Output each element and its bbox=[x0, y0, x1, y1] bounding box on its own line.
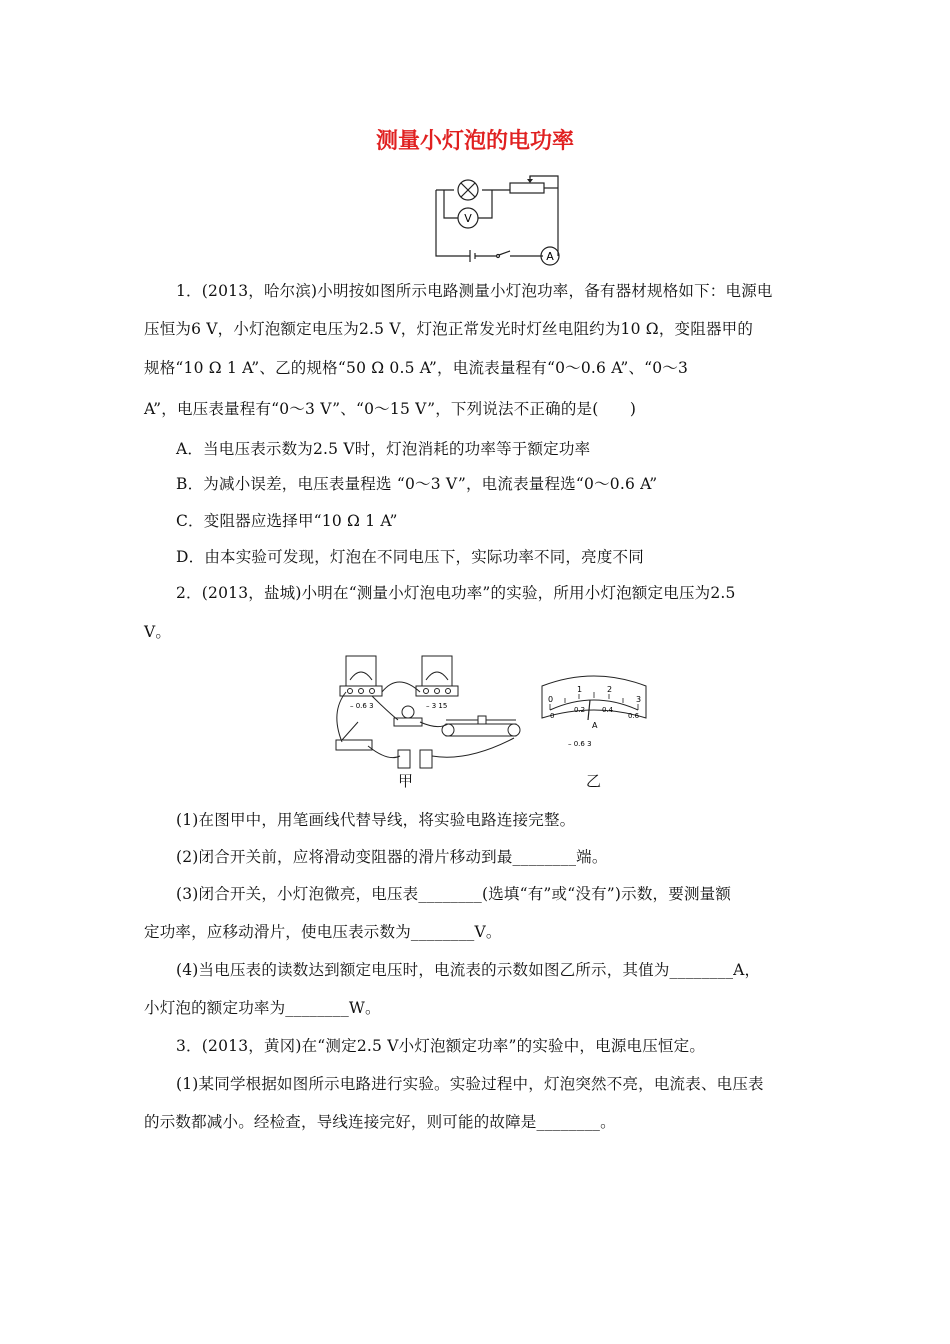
dial-top-tick: 1 bbox=[577, 685, 583, 694]
voltmeter-label: V bbox=[464, 212, 472, 225]
dial-bottom-tick: 0.2 bbox=[574, 706, 586, 714]
text-line: (1)在图甲中，用笔画线代替导线，将实验电路连接完整。 bbox=[176, 811, 576, 829]
option-d: D．由本实验可发现，灯泡在不同电压下，实际功率不同，亮度不同 bbox=[176, 548, 644, 566]
text-line: 规格“10 Ω 1 A”、乙的规格“50 Ω 0.5 A”，电流表量程有“0～0.6 A”、“0～3 bbox=[144, 359, 689, 377]
ammeter-dial-figure bbox=[538, 672, 650, 754]
text-line: 定功率，应移动滑片，使电压表示数为________V。 bbox=[144, 923, 502, 941]
dial-top-tick: 3 bbox=[636, 695, 642, 704]
text-line: (1)某同学根据如图所示电路进行实验。实验过程中，灯泡突然不亮，电流表、电压表 bbox=[176, 1075, 764, 1093]
dial-top-tick: 2 bbox=[607, 685, 613, 694]
dial-top-tick: 0 bbox=[548, 695, 554, 704]
text-line: (3)闭合开关，小灯泡微亮，电压表________(选填“有”或“没有”)示数，要测量额 bbox=[176, 885, 732, 903]
dial-bottom-tick: 0 bbox=[550, 712, 555, 720]
apparatus-figure bbox=[328, 652, 528, 787]
ammeter-terminals: – 0.6 3 bbox=[350, 702, 374, 710]
option-c: C．变阻器应选择甲“10 Ω 1 A” bbox=[176, 512, 398, 530]
text-line: (4)当电压表的读数达到额定电压时，电流表的示数如图乙所示，其值为________A， bbox=[176, 961, 761, 979]
text-line: V。 bbox=[144, 623, 172, 641]
page-title: 测量小灯泡的电功率 bbox=[375, 129, 574, 154]
text-line: 小灯泡的额定功率为________W。 bbox=[144, 999, 381, 1017]
text-line: 2．(2013，盐城)小明在“测量小灯泡电功率”的实验，所用小灯泡额定电压为2.5 bbox=[176, 584, 736, 602]
text-line: A”，电压表量程有“0～3 V”、“0～15 V”，下列说法不正确的是( ) bbox=[144, 400, 637, 418]
dial-bottom-tick: 0.4 bbox=[602, 706, 614, 714]
dial-unit: A bbox=[592, 721, 598, 730]
voltmeter-terminals: – 3 15 bbox=[426, 702, 448, 710]
text-line: 压恒为6 V，小灯泡额定电压为2.5 V，灯泡正常发光时灯丝电阻约为10 Ω，变阻器甲的 bbox=[144, 320, 754, 338]
option-a: A．当电压表示数为2.5 V时，灯泡消耗的功率等于额定功率 bbox=[176, 440, 591, 458]
figure-label-yi: 乙 bbox=[586, 772, 602, 790]
option-b: B．为减小误差，电压表量程选 “0～3 V”，电流表量程选“0～0.6 A” bbox=[176, 475, 658, 493]
text-line: 3．(2013，黄冈)在“测定2.5 V小灯泡额定功率”的实验中，电源电压恒定。 bbox=[176, 1037, 706, 1055]
dial-bottom-tick: 0.6 bbox=[628, 712, 640, 720]
text-line: 1．(2013，哈尔滨)小明按如图所示电路测量小灯泡功率，备有器材规格如下：电源电 bbox=[176, 282, 773, 300]
circuit-diagram bbox=[430, 170, 564, 266]
figure-label-jia: 甲 bbox=[398, 772, 414, 790]
dial-terminals: – 0.6 3 bbox=[568, 740, 592, 748]
text-line: (2)闭合开关前，应将滑动变阻器的滑片移动到最________端。 bbox=[176, 848, 608, 866]
ammeter-label: A bbox=[546, 250, 554, 263]
text-line: 的示数都减小。经检查，导线连接完好，则可能的故障是________。 bbox=[144, 1113, 616, 1131]
